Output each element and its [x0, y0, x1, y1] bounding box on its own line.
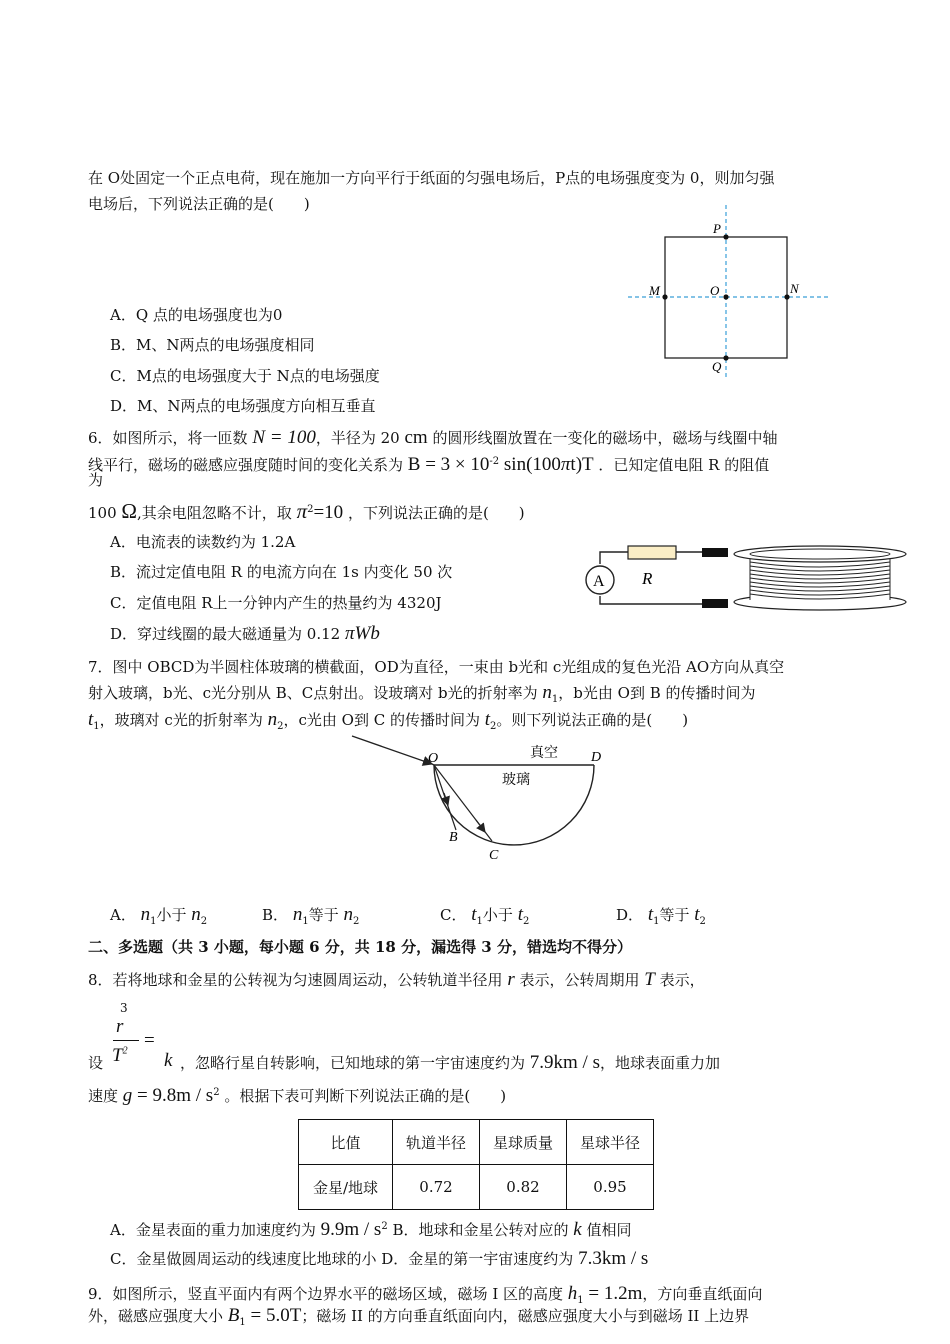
q7-semicircle-diagram: [340, 732, 620, 867]
q6-stem-line3: 为: [88, 471, 104, 489]
q9-stem-line1: 9．如图所示，竖直平面内有两个边界水平的磁场区域，磁场 I 区的高度 $h_1 = 1.2m$，方向垂直纸面向: [88, 1283, 763, 1306]
section2-heading: 二、多选题（共 3 小题，每小题 6 分，共 18 分，漏选得 3 分，错选均不得分）: [88, 938, 632, 956]
q5-option-b: B．M、N两点的电场强度相同: [110, 336, 315, 354]
label-O: O: [710, 283, 720, 298]
q8-stem-line3: 速度 $g = 9.8m / s^2$ 。根据下表可判断下列说法正确的是( ): [88, 1085, 507, 1106]
q5-option-a: A．Q 点的电场强度也为0: [110, 306, 283, 324]
q8-fraction-denominator: $T^2$: [112, 1045, 128, 1066]
table-header-cell: 星球质量: [480, 1120, 567, 1165]
label-D: D: [591, 750, 602, 765]
q8-options-cd: C．金星做圆周运动的线速度比地球的小 D．金星的第一宇宙速度约为 7.3km / s: [110, 1248, 649, 1269]
q8-stem-line2b: ，忽略行星自转影响，已知地球的第一宇宙速度约为 7.9km / s，地球表面重力加: [180, 1052, 720, 1073]
q6-stem-line1: 6．如图所示，将一匝数 N = 100，半径为 20 cm 的圆形线圈放置在一变化的磁场中，磁场与线圈中轴: [88, 427, 778, 448]
label-glass: 玻璃: [502, 773, 530, 788]
ammeter-label: A: [593, 573, 605, 590]
q7-stem-line2: 射入玻璃，b光、c光分别从 B、C点射出。设玻璃对 b光的折射率为 $n_1$，b光由 O到 B 的传播时间为: [88, 682, 756, 705]
q6-option-a: A．电流表的读数约为 1.2A: [110, 533, 296, 551]
q6-option-c: C．定值电阻 R上一分钟内产生的热量约为 4320J: [110, 594, 442, 612]
label-Q: Q: [712, 359, 722, 374]
label-B: B: [449, 830, 458, 845]
label-vacuum: 真空: [530, 746, 558, 761]
q7-option-c: C． $t_1$小于 $t_2$: [440, 904, 530, 927]
q8-equals: =: [144, 1030, 155, 1051]
q8-options-ab: A．金星表面的重力加速度约为 $9.9m / s^2$ B．地球和金星公转对应的 k 值相同: [110, 1219, 632, 1240]
q5-stem-line1: 在 O处固定一个正点电荷，现在施加一方向平行于纸面的匀强电场后，P点的电场强度变为 0，则加匀强: [88, 169, 775, 187]
q5-option-d: D．M、N两点的电场强度方向相互垂直: [110, 397, 376, 415]
table-cell: 0.72: [393, 1165, 480, 1210]
q5-square-diagram: [620, 200, 840, 385]
label-C: C: [489, 848, 499, 863]
q6-option-d: D．穿过线圈的最大磁通量为 0.12 πWb: [110, 623, 380, 644]
table-header-row: [299, 1120, 654, 1165]
q6-stem-line2: 线平行，磁场的磁感应强度随时间的变化关系为 $B = 3 \times 10^{-2}$ sin(100πt)T ．已知定值电阻 R 的阻值: [88, 454, 770, 475]
q6-stem-line4: 100 Ω,其余电阻忽略不计，取 $\pi^2=10$ ，下列说法正确的是( ): [88, 499, 525, 523]
q7-stem-line3: $t_1$，玻璃对 c光的折射率为 $n_2$，c光由 O到 C 的传播时间为 $t_2$。则下列说法正确的是( ): [88, 709, 689, 732]
q8-fraction-exponent: 3: [120, 1001, 128, 1015]
table-cell: 金星/地球: [299, 1165, 393, 1210]
label-N: N: [790, 281, 799, 296]
label-M: M: [649, 283, 660, 298]
q7-option-b: B． $n_1$等于 $n_2$: [262, 904, 360, 927]
q6-circuit-diagram: [582, 538, 912, 620]
table-header-cell: 星球半径: [567, 1120, 654, 1165]
q9-stem-line2: 外，磁感应强度大小 $B_1 = 5.0T$；磁场 II 的方向垂直纸面向内，磁感应强度大小与到磁场 II 上边界: [88, 1305, 750, 1328]
resistor-icon: [628, 546, 676, 559]
q6-option-b: B．流过定值电阻 R 的电流方向在 1s 内变化 50 次: [110, 563, 453, 581]
table-row: [299, 1165, 654, 1210]
q7-option-a: A． $n_1$小于 $n_2$: [110, 904, 208, 927]
label-P: P: [713, 221, 721, 236]
q8-fraction-numerator: r: [116, 1016, 124, 1037]
table-header-cell: 比值: [299, 1120, 393, 1165]
q8-fraction-bar: [113, 1040, 139, 1041]
table-cell: 0.82: [480, 1165, 567, 1210]
q7-option-d: D． $t_1$等于 $t_2$: [616, 904, 706, 927]
q7-stem-line1: 7．图中 OBCD为半圆柱体玻璃的横截面，OD为直径，一束由 b光和 c光组成的复色光沿 AO方向从真空: [88, 658, 785, 676]
table-header-cell: 轨道半径: [393, 1120, 480, 1165]
coil-icon: [734, 546, 906, 610]
label-O: O: [428, 751, 439, 766]
q8-stem-line2a: 设: [88, 1054, 104, 1072]
q5-stem-line2: 电场后，下列说法正确的是( ): [88, 195, 310, 213]
table-cell: 0.95: [567, 1165, 654, 1210]
resistor-label: R: [642, 569, 653, 588]
q8-data-table: [298, 1119, 654, 1210]
q5-option-c: C．M点的电场强度大于 N点的电场强度: [110, 367, 380, 385]
q8-k: k: [164, 1050, 173, 1071]
q8-stem-line1: 8．若将地球和金星的公转视为匀速圆周运动，公转轨道半径用 r 表示，公转周期用 T 表示，: [88, 969, 705, 990]
